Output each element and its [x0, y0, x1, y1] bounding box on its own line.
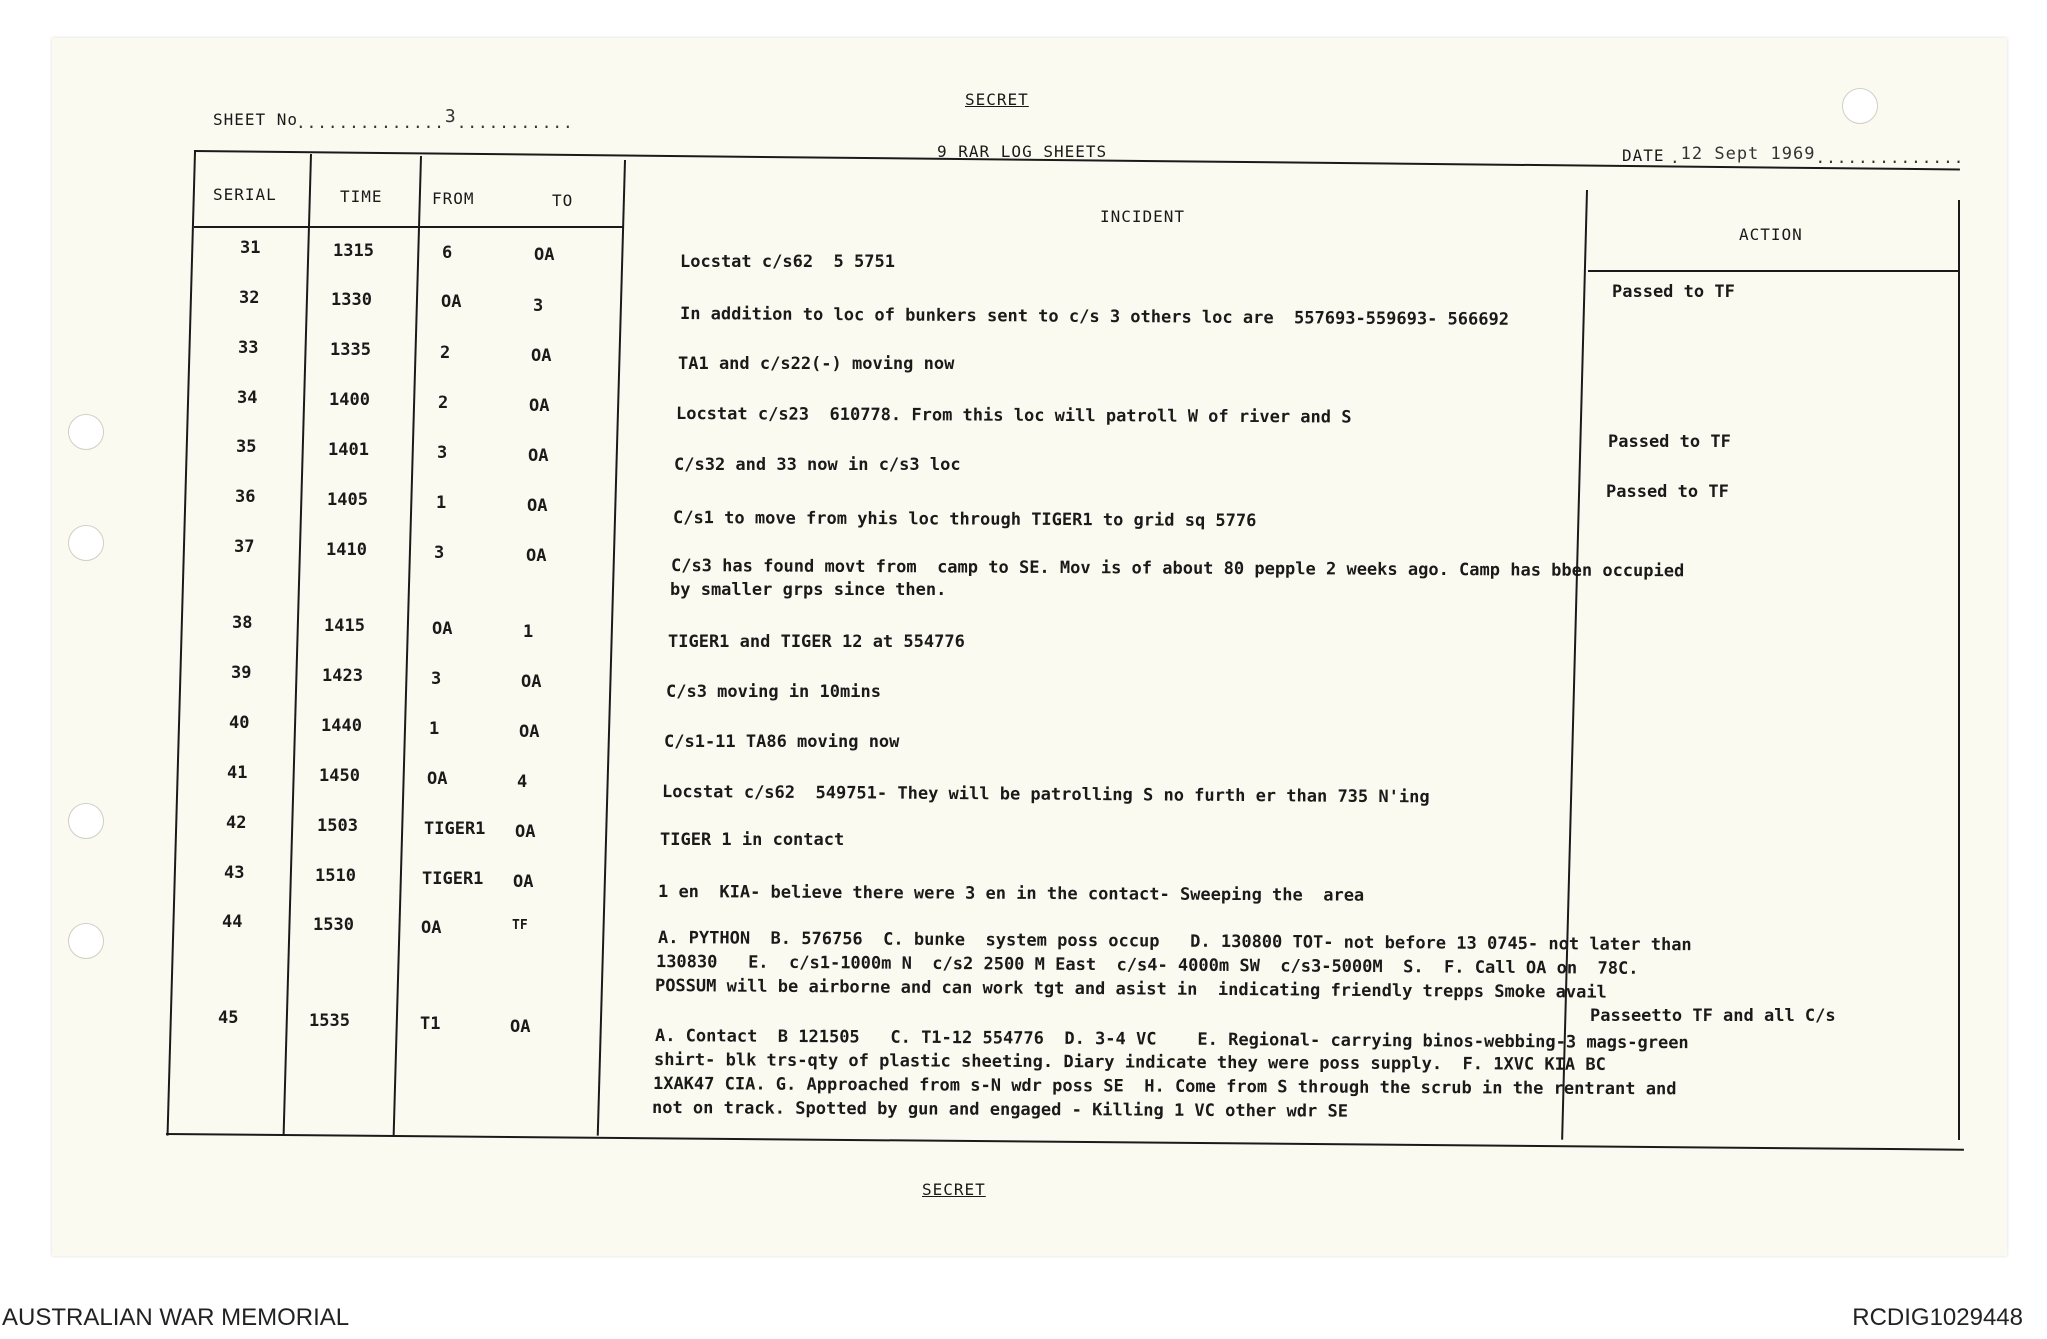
- row-time: 1405: [327, 490, 368, 510]
- sheet-label: SHEET No: [213, 110, 299, 129]
- row-incident-line: shirt- blk trs-qty of plastic sheeting. Diary indicate they were poss supply. F. 1XVC KIA BC: [653, 1050, 1606, 1075]
- sheet-dots: ..............3...........: [296, 106, 574, 132]
- row-to: OA: [531, 346, 552, 366]
- row-from: 6: [442, 243, 453, 263]
- row-time: 1450: [319, 766, 360, 786]
- row-incident-line: POSSUM will be airborne and can work tgt and asist in indicating friendly trepps Smoke avail: [654, 976, 1607, 1003]
- row-incident-line: Locstat c/s62 5 5751: [680, 252, 895, 272]
- row-serial: 31: [240, 238, 261, 258]
- row-to: OA: [526, 546, 547, 566]
- row-serial: 41: [227, 763, 248, 783]
- row-incident-line: 1XAK47 CIA. G. Approached from s-N wdr poss SE H. Come from S through the scrub in the rentrant and: [652, 1074, 1677, 1100]
- row-to: 4: [517, 772, 528, 792]
- header-separator-left: [194, 226, 624, 228]
- punch-hole: [68, 414, 104, 450]
- row-time: 1315: [333, 241, 374, 261]
- row-from: 2: [440, 343, 451, 363]
- col-header-time: TIME: [340, 187, 383, 206]
- log-sheet-paper: [52, 38, 2007, 1256]
- row-from: OA: [432, 619, 453, 639]
- row-from: OA: [421, 918, 442, 938]
- row-serial: 34: [237, 388, 258, 408]
- row-time: 1400: [329, 390, 370, 410]
- row-incident-line: C/s32 and 33 now in c/s3 loc: [674, 455, 961, 475]
- row-to: OA: [519, 722, 540, 742]
- row-serial: 37: [234, 537, 255, 557]
- classification-bottom: SECRET: [922, 1180, 986, 1199]
- header-separator-action: [1588, 270, 1960, 272]
- row-time: 1330: [331, 290, 372, 310]
- row-incident-line: In addition to loc of bunkers sent to c/s 3 others loc are 557693-559693- 566692: [679, 304, 1510, 330]
- row-serial: 32: [239, 288, 260, 308]
- row-to: OA: [521, 672, 542, 692]
- row-time: 1530: [313, 915, 354, 935]
- row-incident-line: 1 en KIA- believe there were 3 en in the contact- Sweeping the area: [657, 882, 1365, 906]
- row-time: 1423: [322, 666, 363, 686]
- col-header-incident: INCIDENT: [1100, 207, 1186, 226]
- row-action: Passed to TF: [1612, 282, 1735, 302]
- row-to: TF: [512, 918, 528, 933]
- row-from: 2: [438, 393, 449, 413]
- row-incident-line: TIGER1 and TIGER 12 at 554776: [668, 632, 965, 652]
- row-from: T1: [420, 1014, 441, 1034]
- archive-credit: AUSTRALIAN WAR MEMORIAL: [2, 1304, 350, 1331]
- punch-hole: [1842, 88, 1878, 124]
- row-time: 1503: [317, 816, 358, 836]
- row-incident-line: Locstat c/s23 610778. From this loc will patroll W of river and S: [675, 404, 1352, 428]
- row-action: Passed to TF: [1608, 432, 1731, 452]
- date-value: 12 Sept 1969: [1680, 144, 1816, 164]
- row-time: 1401: [328, 440, 369, 460]
- row-serial: 33: [238, 338, 259, 358]
- row-from: 3: [437, 443, 448, 463]
- row-to: OA: [515, 822, 536, 842]
- date-label: DATE: [1622, 146, 1665, 165]
- row-serial: 40: [229, 713, 250, 733]
- row-from: TIGER1: [424, 819, 486, 839]
- row-serial: 35: [236, 437, 257, 457]
- row-to: 1: [523, 622, 534, 642]
- row-serial: 39: [231, 663, 252, 683]
- punch-hole: [68, 525, 104, 561]
- row-to: OA: [513, 872, 534, 892]
- punch-hole: [68, 923, 104, 959]
- row-serial: 36: [235, 487, 256, 507]
- sheet-number: 3: [444, 106, 457, 127]
- row-incident-line: C/s3 has found movt from camp to SE. Mov is of about 80 pepple 2 weeks ago. Camp has bben occupied: [670, 556, 1685, 582]
- row-incident-line: Locstat c/s62 549751- They will be patrolling S no furth er than 735 N'ing: [661, 782, 1430, 808]
- row-to: OA: [529, 396, 550, 416]
- row-serial: 43: [224, 863, 245, 883]
- row-time: 1415: [324, 616, 365, 636]
- col-border-right: [1958, 200, 1960, 1140]
- punch-hole: [68, 803, 104, 839]
- row-incident-line: C/s1 to move from yhis loc through TIGER1 to grid sq 5776: [672, 508, 1257, 532]
- row-time: 1510: [315, 866, 356, 886]
- row-to: OA: [510, 1017, 531, 1037]
- row-incident-line: C/s1-11 TA86 moving now: [664, 732, 900, 752]
- row-serial: 42: [226, 813, 247, 833]
- row-incident-line: by smaller grps since then.: [670, 580, 947, 600]
- row-to: 3: [533, 296, 544, 316]
- row-serial: 45: [218, 1008, 239, 1028]
- col-header-to: TO: [552, 191, 574, 210]
- row-incident-line: A. Contact B 121505 C. T1-12 554776 D. 3-4 VC E. Regional- carrying binos-webbing-3 mags-green: [654, 1026, 1689, 1054]
- row-incident-line: TIGER 1 in contact: [660, 830, 845, 850]
- row-incident-line: C/s3 moving in 10mins: [666, 682, 881, 702]
- row-incident-line: TA1 and c/s22(-) moving now: [678, 354, 955, 374]
- col-header-action: ACTION: [1739, 225, 1803, 244]
- log-title: 9 RAR LOG SHEETS: [937, 142, 1108, 161]
- row-incident-line: not on track. Spotted by gun and engaged - Killing 1 VC other wdr SE: [651, 1098, 1349, 1122]
- row-action: Passed to TF: [1606, 482, 1729, 502]
- row-to: OA: [528, 446, 549, 466]
- row-time: 1535: [309, 1011, 350, 1031]
- row-time: 1440: [321, 716, 362, 736]
- archive-id: RCDIG1029448: [1852, 1304, 2023, 1331]
- row-incident-line: A. PYTHON B. 576756 C. bunke system poss occup D. 130800 TOT- not before 13 0745- not later than: [657, 928, 1692, 956]
- row-to: OA: [534, 245, 555, 265]
- row-serial: 44: [222, 912, 243, 932]
- date-dots: .12 Sept 1969..............: [1670, 144, 1965, 167]
- row-from: 3: [431, 669, 442, 689]
- row-from: OA: [427, 769, 448, 789]
- row-from: 1: [429, 719, 440, 739]
- col-header-from: FROM: [432, 189, 475, 208]
- classification-top: SECRET: [965, 90, 1029, 109]
- row-from: TIGER1: [422, 869, 484, 889]
- row-time: 1410: [326, 540, 367, 560]
- row-to: OA: [527, 496, 548, 516]
- row-time: 1335: [330, 340, 371, 360]
- row-action: Passeetto TF and all C/s: [1590, 1006, 1836, 1026]
- row-from: OA: [441, 292, 462, 312]
- row-incident-line: 130830 E. c/s1-1000m N c/s2 2500 M East c/s4- 4000m SW c/s3-5000M S. F. Call OA on 78C.: [655, 952, 1639, 979]
- col-header-serial: SERIAL: [213, 185, 277, 204]
- row-from: 1: [436, 493, 447, 513]
- row-from: 3: [434, 543, 445, 563]
- row-serial: 38: [232, 613, 253, 633]
